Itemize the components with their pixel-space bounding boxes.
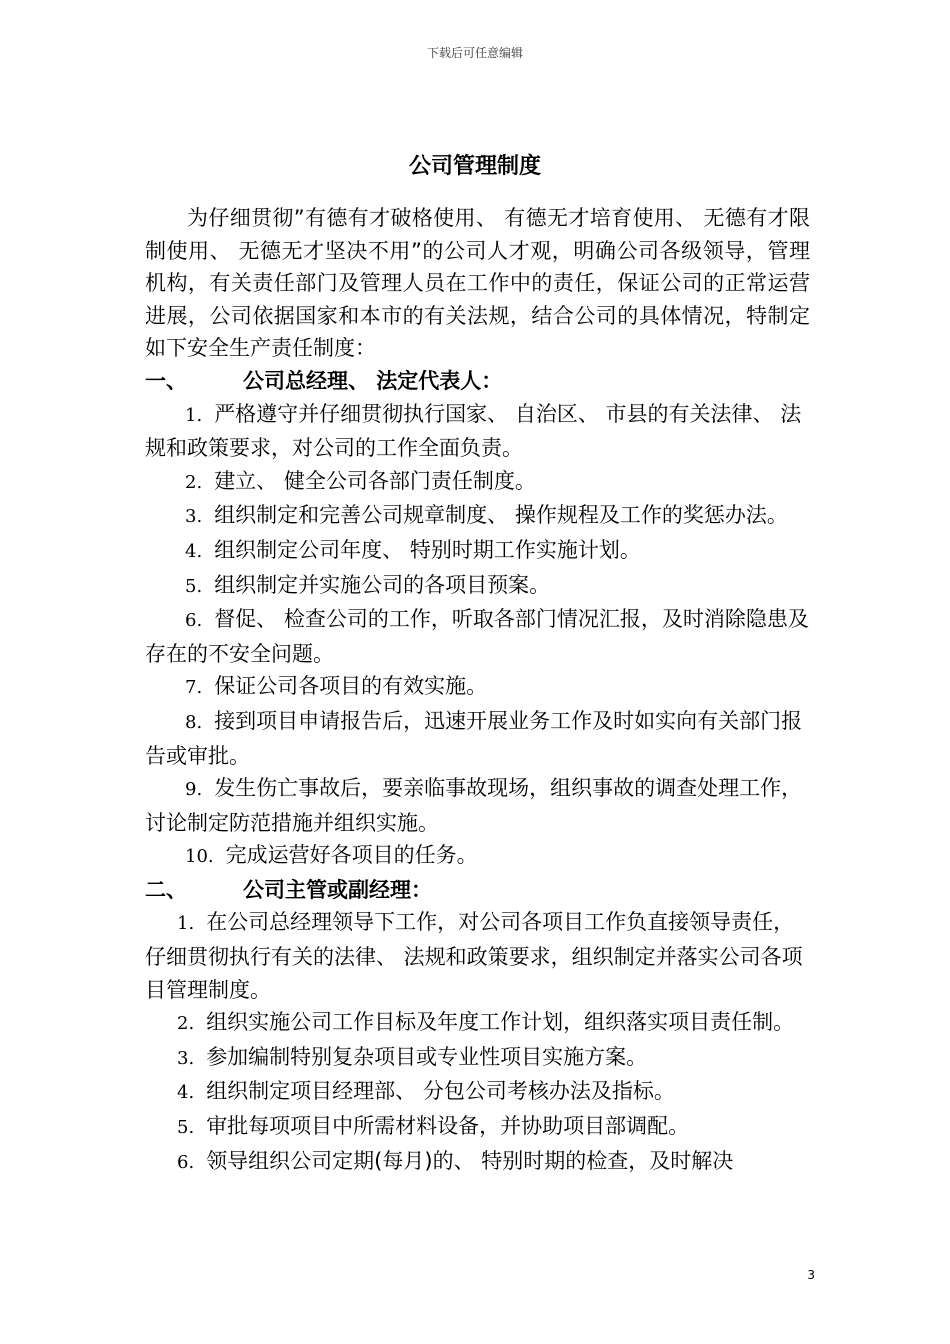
list-item (145, 398, 810, 465)
item-number: 2. (185, 471, 203, 493)
item-number: 10. (185, 846, 214, 868)
section-number: 二、 (145, 877, 187, 902)
item-text: 在公司总经理领导下工作，对公司各项目工作负直接领导责任，仔细贯彻执行有关的法律、 法规和政策要求，组织制定并落实公司各项目管理制度。 (145, 910, 803, 1002)
list-item (145, 603, 810, 670)
item-text: 严格遵守并仔细贯彻执行国家、 自治区、 市县的有关法律、 法规和政策要求，对公司的工作全面负责。 (145, 401, 802, 461)
list-item (145, 569, 810, 604)
document-body (145, 202, 810, 1179)
item-text: 组织制定并实施公司的各项目预案。 (214, 572, 551, 597)
item-text: 领导组织公司定期(每月)的、 特别时期的检查，及时解决 (206, 1148, 734, 1173)
item-number: 4. (177, 1082, 195, 1104)
list-item (145, 772, 810, 839)
item-number: 5. (177, 1117, 195, 1139)
item-text: 建立、 健全公司各部门责任制度。 (214, 468, 536, 493)
list-item (145, 1006, 810, 1041)
item-text: 组织制定项目经理部、 分包公司考核办法及指标。 (206, 1079, 675, 1104)
item-text: 发生伤亡事故后，要亲临事故现场，组织事故的调查处理工作，讨论制定防范措施并组织实施。 (145, 776, 803, 835)
item-text: 组织制定和完善公司规章制度、 操作规程及工作的奖惩办法。 (214, 503, 788, 528)
item-number: 9. (185, 779, 203, 801)
item-number: 7. (185, 677, 203, 699)
item-text: 接到项目申请报告后，迅速开展业务工作及时如实向有关部门报告或审批。 (145, 708, 803, 768)
list-item (145, 1145, 810, 1180)
item-number: 2. (177, 1013, 195, 1035)
list-item (145, 670, 810, 705)
item-number: 1. (185, 404, 203, 426)
item-text: 督促、 检查公司的工作，听取各部门情况汇报，及时消除隐患及存在的不安全问题。 (145, 607, 809, 666)
section-title: 公司主管或副经理： (243, 877, 432, 902)
list-item (145, 1075, 810, 1110)
section-number: 一、 (145, 368, 187, 393)
list-item (145, 499, 810, 534)
item-number: 4. (185, 540, 203, 562)
item-number: 8. (185, 711, 203, 733)
item-text: 组织实施公司工作目标及年度工作计划，组织落实项目责任制。 (206, 1010, 795, 1035)
section-heading (145, 365, 810, 398)
item-text: 参加编制特别复杂项目或专业性项目实施方案。 (206, 1044, 648, 1069)
list-item (145, 906, 810, 1006)
item-text: 保证公司各项目的有效实施。 (214, 674, 488, 699)
item-number: 3. (185, 506, 203, 528)
list-item (145, 1110, 810, 1145)
item-number: 5. (185, 575, 203, 597)
item-text: 组织制定公司年度、 特别时期工作实施计划。 (214, 537, 641, 562)
list-item (145, 1041, 810, 1076)
document-title: 公司管理制度 (408, 154, 541, 179)
intro-paragraph: 为仔细贯彻”有德有才破格使用、 有德无才培育使用、 无德有才限制使用、 无德无才坚决不用”的公司人才观，明确公司各级领导，管理机构，有关责任部门及管理人员在工作中的责任，保证公司的正常运营进展，公司依据国家和本市的有关法规，结合公司的具体情况，特制定如下安全生产责任制度： (145, 206, 810, 361)
section-heading (145, 874, 810, 907)
section-title: 公司总经理、 法定代表人： (243, 368, 503, 393)
item-number: 6. (185, 610, 203, 632)
page-number: 3 (807, 1268, 815, 1282)
item-text: 完成运营好各项目的任务。 (225, 843, 478, 868)
item-number: 1. (177, 913, 195, 935)
item-number: 6. (177, 1151, 195, 1173)
page-header: 下载后可任意编辑 (426, 46, 523, 60)
item-text: 审批每项项目中所需材料设备，并协助项目部调配。 (206, 1114, 690, 1139)
item-number: 3. (177, 1047, 195, 1069)
list-item (145, 465, 810, 500)
list-item (145, 534, 810, 569)
list-item (145, 705, 810, 772)
list-item (145, 839, 810, 874)
